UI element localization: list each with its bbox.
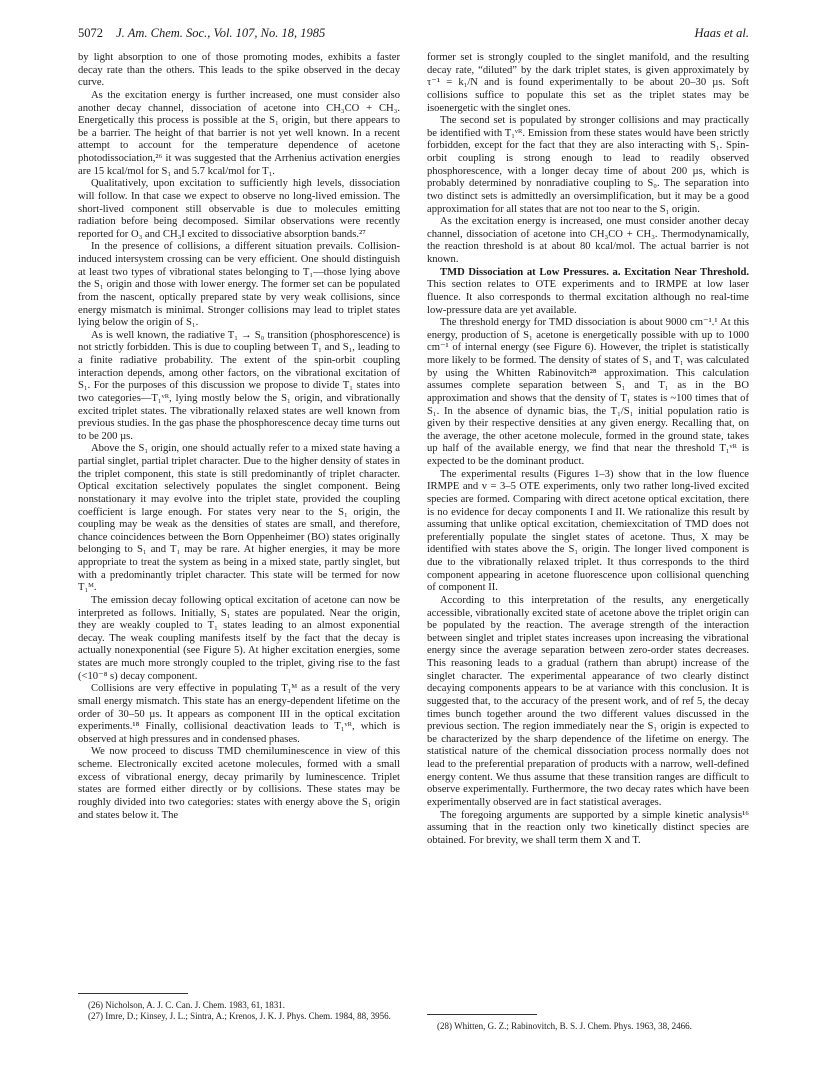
right-column <box>427 52 749 847</box>
footnote: (26) Nicholson, A. J. C. Can. J. Chem. 1983, 61, 1831. <box>88 1000 285 1010</box>
paragraph: Collisions are very effective in populating T₁ᴹ as a result of the very small energy mismatch. This state has an energy-dependent lifetime on the order of 30–50 µs. It appears as component III in the optical excitation experiments.¹⁸ Finally, collisional deactivation leads to T₁ᵛᴿ, which is observed at high pressures and in condensed phases. <box>78 683 400 745</box>
paragraph: former set is strongly coupled to the singlet manifold, and the resulting decay rate, “diluted” by the dark triplet states, is given approximately by τ⁻¹ = k₁/N and is found experimentally to be about 20–30 µs. Soft collisions suffice to populate this set as the triplet states may be isoenergetic with the singlet ones. <box>427 52 749 114</box>
journal-citation: J. Am. Chem. Soc., Vol. 107, No. 18, 1985 <box>116 26 326 40</box>
paragraph: by light absorption to one of those promoting modes, exhibits a faster decay rate than the others. This leads to the spike observed in the decay curve. <box>78 52 400 89</box>
paragraph: Above the S₁ origin, one should actually refer to a mixed state having a partial singlet, partial triplet character. Due to the higher density of states in the triplet component, this state is still predominantly of triplet character. Optical excitation selectively populates the singlet component. Being nonstationary it may evolve into the triplet state, provided the coupling coefficient is large enough. For states very near to the S₁ origin, the coupling may be weak as the densities of states are small, and therefore, chance coincidences between the Born Oppenheimer (BO) states originally belonging to S₁ and T₁ may be rare. At higher energies, it may be more appropriate to treat the system as being in a mixed state, partly singlet, but with a predominantly triplet character. This state will be termed for now T₁ᴹ. <box>78 443 400 594</box>
footnotes-left <box>78 1000 400 1022</box>
page-number: 5072 <box>78 26 103 40</box>
author-running-head: Haas et al. <box>694 26 749 40</box>
page-header <box>78 26 749 44</box>
paragraph: We now proceed to discuss TMD chemiluminescence in view of this scheme. Electronically excited acetone molecules, formed with a small excess of vibrational energy, decay primarily by luminescence. Triplet states are formed either directly or by collisions. These states may be roughly divided into two categories: states with energy above the S₁ origin and states below it. The <box>78 746 400 821</box>
section-body: This section relates to OTE experiments and to IRMPE at low laser fluence. It also corresponds to thermal excitation although no real-time low-pressure data are yet available. <box>427 279 749 316</box>
footnotes-right <box>427 1021 749 1032</box>
left-column <box>78 52 400 822</box>
paragraph: As is well known, the radiative T₁ → S₀ transition (phosphorescence) is not strictly forbidden. This is due to coupling between T₁ and S₁, leading to a finite radiative probability. The extent of the spin-orbit coupling interaction depends, among other factors, on the vibrational excitation of S₁. For the purposes of this discussion we propose to divide T₁ states into two categories—T₁ᵛᴿ, lying mostly below the S₁ origin, and vibrationally excited triplet states. The vibrationally relaxed states are well known from previous studies. In the gas phase the phosphorescence decay time turns out to be 200 µs. <box>78 329 400 442</box>
footnote: (27) Imre, D.; Kinsey, J. L.; Sintra, A.; Krenos, J. K. J. Phys. Chem. 1984, 88, 3956. <box>88 1011 391 1021</box>
footnote-rule <box>427 1014 537 1015</box>
paragraph: The threshold energy for TMD dissociation is about 9000 cm⁻¹.¹ At this energy, production of S₁ acetone is energetically possible with up to 1000 cm⁻¹ of internal energy (see Figure 6). However, the triplet is statistically more likely to be formed. The density of states of S₁ and T₁ was calculated by using the Whitten Rabinovitch²⁸ approximation. This calculation assumes complete separation between S₁ and T₁ as in the BO approximation and shows that the density of T₁ states is ~100 times that of S₁. In the absence of dynamic bias, the T₁/S₁ initial population ratio is given by their respective densities at any given energy. Recalling that, on the average, the other acetone molecule, formed in the ground state, takes up half of the available energy, we find that near the threshold T₁ᵛᴿ is expected to be the dominant product. <box>427 317 749 467</box>
paragraph: The foregoing arguments are supported by a simple kinetic analysis¹⁶ assuming that in the reaction only two kinetically distinct species are obtained. For brevity, we shall term them X and T. <box>427 809 749 846</box>
paragraph: The second set is populated by stronger collisions and may practically be identified with T₁ᵛᴿ. Emission from these states would have been strictly forbidden, except for the fact that they are also interacting with S₁. Spin-orbit coupling is strong enough to lead to readily observed phosphorescence, with a longer decay time of about 200 µs, which is probably determined by nonradiative coupling to S₀. The separation into two distinct sets is admittedly an oversimplification, but it may be a good approximation for all states that are not too near to the S₁ origin. <box>427 115 749 215</box>
paragraph: As the excitation energy is further increased, one must consider also another decay channel, dissociation of acetone into CH₃CO + CH₃. Energetically this process is possible at the S₁ origin, but there appears to be a barrier. The height of that barrier is not yet well known. In a recent attempt to account for the temperature dependence of acetone photodissociation,²⁶ it was suggested that the Arrhenius activation energies are 15 kcal/mol for S₁ and 5.7 kcal/mol for T₁. <box>78 89 400 177</box>
footnote: (28) Whitten, G. Z.; Rabinovitch, B. S. J. Chem. Phys. 1963, 38, 2466. <box>437 1021 692 1031</box>
paragraph: As the excitation energy is increased, one must consider another decay channel, dissociation of acetone into CH₃CO + CH₃. Thermodynamically, the reaction threshold is at about 80 kcal/mol. The actual barrier is not known. <box>427 216 749 265</box>
section-heading: TMD Dissociation at Low Pressures. a. Excitation Near Threshold. <box>440 266 749 278</box>
header-left <box>78 26 325 41</box>
paragraph: The experimental results (Figures 1–3) show that in the low fluence IRMPE and v = 3–5 OTE experiments, only two rather long-lived excited species are formed. Comparing with direct acetone optical excitation, there is no evidence for decay components I and II. We rationalize this result by assuming that unlike optical excitation, chemiexcitation of TMD does not preferentially populate the singlet states of acetone. Thus, X may be identified with states above the S₁ origin. The longer lived component is due to the vibrationally relaxed triplet. It thus corresponds to the third component appearing in acetone fluorescence upon collisional quenching of component II. <box>427 468 749 594</box>
footnote-rule <box>78 993 188 994</box>
paragraph: According to this interpretation of the results, any energetically accessible, vibrationally excited state of acetone above the triplet origin can be populated by the reaction. The average strength of the interaction between singlet and triplet states increases upon increasing the vibrational energy since the average separation between zero-order states decreases. This reasoning leads to a gradual (rathern than abrupt) increase of the singlet character. The experimental appearance of two clearly distinct decaying components appears to be at variance with this conclusion. It is suggested that, to the accuracy of the present work, and of ref 5, the decay times bunch together around the two different values discussed in the previous section. The region immediately near the S₁ origin is expected to be characterized by the sharp dependence of the lifetime on energy. The statistical nature of the chemical dissociation process normally does not lead to the preferential preparation of products with a narrow, well-defined energy content. We thus assume that these transition ranges are difficult to observe experimentally. Furthermore, the two decay rates which have been experimentally observed are in fact statistical averages. <box>427 594 749 808</box>
paragraph: In the presence of collisions, a different situation prevails. Collision-induced intersystem crossing can be very efficient. One should distinguish at least two types of vibrational states belonging to T₁—those lying above the S₁ origin and those with lower energy. The former set can be populated from the nascent, optically prepared state by very weak collisions, since energy mismatch is minimal. Stronger collisions may lead to triplet states lying below the origin of S₁. <box>78 241 400 329</box>
section-paragraph <box>427 267 749 318</box>
paragraph: The emission decay following optical excitation of acetone can now be interpreted as follows. Initially, S₁ states are populated. Near the origin, they are weakly coupled to T₁ states leading to an almost exponential decay. The weak coupling manifests itself by the fact that the decay is actually nonexponential (see Figure 5). At higher excitation energies, some states are much more strongly coupled to the triplet, giving rise to the fast (<10⁻⁸ s) decay component. <box>78 594 400 682</box>
paragraph: Qualitatively, upon excitation to sufficiently high levels, dissociation will follow. In that case we expect to observe no long-lived emission. The short-lived component still observable is due to molecules emitting radiation before being decomposed. Similar observations were recently reported for O₃ and CH₃I excited to dissociative absorption bands.²⁷ <box>78 178 400 240</box>
